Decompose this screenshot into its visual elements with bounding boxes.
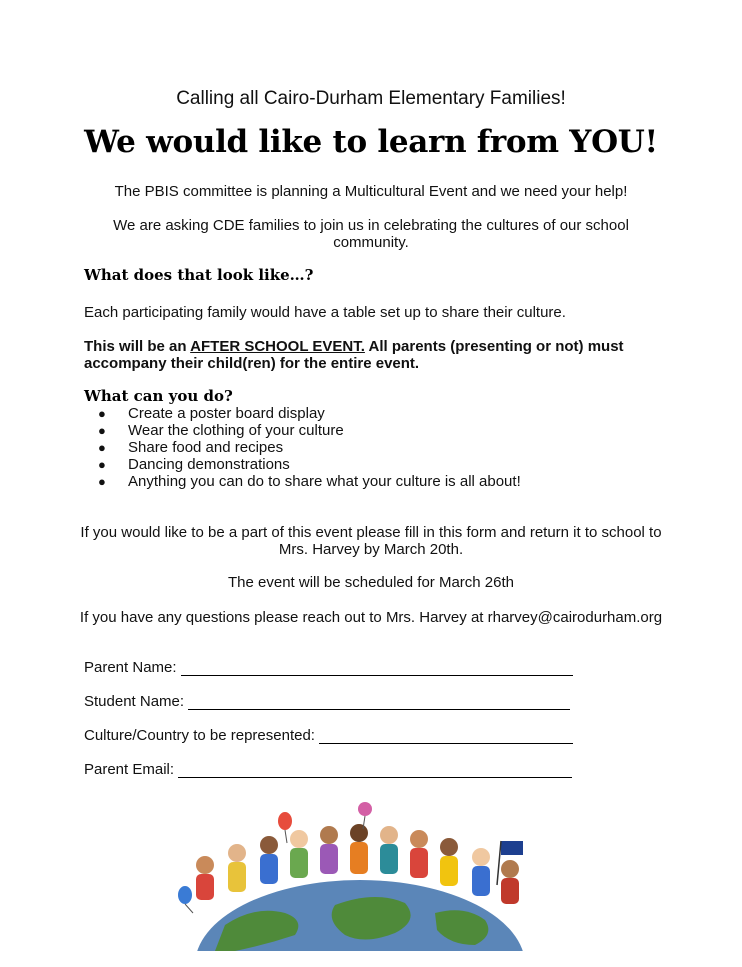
calling-line: Calling all Cairo-Durham Elementary Families!: [176, 88, 566, 109]
list-item: ● Create a poster board display: [98, 405, 325, 422]
child-body: [380, 844, 398, 874]
after-school-notice: [84, 338, 664, 372]
child-body: [290, 848, 308, 878]
list-item: ● Dancing demonstrations: [98, 456, 290, 473]
pbis-intro: The PBIS committee is planning a Multicultural Event and we need your help!: [114, 183, 628, 200]
list-item: ● Share food and recipes: [98, 439, 284, 456]
student-name-line[interactable]: [188, 695, 570, 710]
child-head: [290, 830, 308, 848]
parent-name-label: Parent Name:: [84, 659, 177, 676]
child-body: [501, 878, 519, 904]
after-prefix: This will be an: [84, 338, 187, 355]
bullet-icon: ●: [98, 457, 106, 472]
culture-field[interactable]: [84, 727, 573, 744]
child-head: [440, 838, 458, 856]
bullet-icon: ●: [98, 474, 106, 489]
parent-email-label: Parent Email:: [84, 761, 175, 778]
child-body: [472, 866, 490, 896]
student-name-field[interactable]: [84, 693, 570, 710]
flag-icon: [501, 841, 523, 855]
what-can-you-do-heading: What can you do?: [84, 387, 233, 405]
culture-line[interactable]: [319, 729, 573, 744]
child-head: [260, 836, 278, 854]
child-body: [196, 874, 214, 900]
child-head: [501, 860, 519, 878]
parent-email-line[interactable]: [178, 763, 572, 778]
ideas-list: [98, 405, 521, 490]
culture-label: Culture/Country to be represented:: [84, 727, 315, 744]
child-head: [472, 848, 490, 866]
child-body: [260, 854, 278, 884]
parent-name-field[interactable]: [84, 659, 573, 676]
list-item: ● Anything you can do to share what your culture is all about!: [98, 473, 521, 490]
student-name-label: Student Name:: [84, 693, 185, 710]
balloon-icon: [278, 812, 292, 830]
list-item: ● Wear the clothing of your culture: [98, 422, 344, 439]
child-body: [320, 844, 338, 874]
bullet-icon: ●: [98, 440, 106, 455]
child-body: [350, 842, 368, 874]
children-around-globe-illustration: [165, 795, 542, 951]
parent-name-line[interactable]: [181, 661, 573, 676]
child-head: [380, 826, 398, 844]
child-head: [320, 826, 338, 844]
page-title: We would like to learn from YOU!: [84, 124, 658, 160]
child-head: [350, 824, 368, 842]
child-head: [410, 830, 428, 848]
balloon-icon: [178, 886, 192, 904]
contact-line: If you have any questions please reach out to Mrs. Harvey at rharvey@cairodurham.org: [79, 609, 663, 626]
what-look-like-heading: What does that look like…?: [84, 266, 314, 284]
bullet-icon: ●: [98, 423, 106, 438]
child-body: [228, 862, 246, 892]
child-body: [410, 848, 428, 878]
bullet-icon: ●: [98, 406, 106, 421]
asking-intro: We are asking CDE families to join us in celebrating the cultures of our school community.: [113, 217, 629, 251]
after-suffix: All parents (presenting or not) must accompany their child(ren) for the entire event.: [84, 338, 624, 372]
after-school-event-emphasis: AFTER SCHOOL EVENT.: [190, 338, 365, 355]
return-form-instructions: If you would like to be a part of this event please fill in this form and return it to school to Mrs. Harvey by March 20th.: [80, 524, 662, 558]
child-head: [196, 856, 214, 874]
parent-email-field[interactable]: [84, 761, 572, 778]
balloon-icon: [358, 802, 372, 816]
each-family-text: Each participating family would have a table set up to share their culture.: [84, 304, 566, 321]
event-date: The event will be scheduled for March 26th: [228, 574, 514, 591]
child-head: [228, 844, 246, 862]
child-body: [440, 856, 458, 886]
